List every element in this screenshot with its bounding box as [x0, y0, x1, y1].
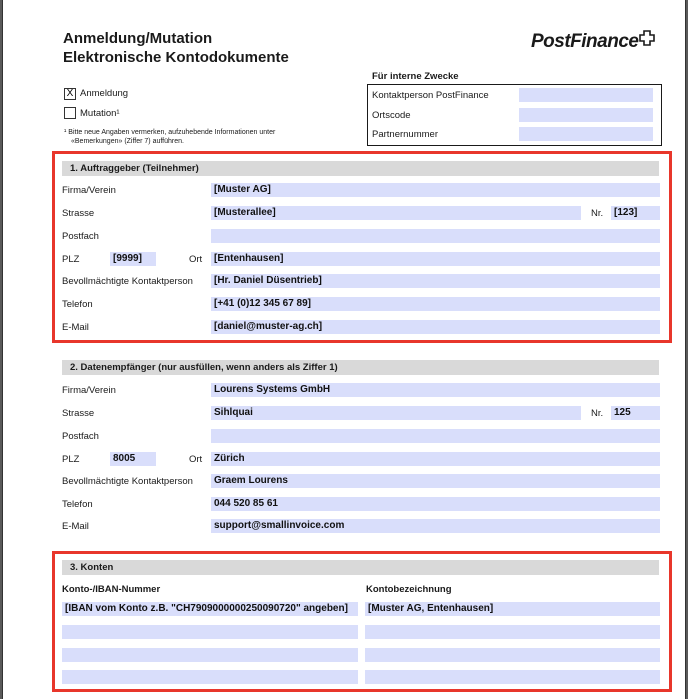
s2-ort-label: Ort	[189, 454, 203, 465]
s2-strasse-field[interactable]: Sihlquai	[211, 406, 581, 420]
s2-nr-label: Nr.	[591, 408, 604, 419]
internal-heading: Für interne Zwecke	[372, 71, 459, 82]
s1-telefon-field[interactable]: [+41 (0)12 345 67 89]	[211, 297, 660, 311]
partner-field[interactable]	[519, 127, 653, 141]
contact-field[interactable]	[519, 88, 653, 102]
iban-field[interactable]	[62, 625, 358, 639]
form-title: Anmeldung/Mutation	[63, 30, 213, 47]
iban-field[interactable]	[62, 670, 358, 684]
contact-label: Kontaktperson PostFinance	[372, 90, 489, 101]
s1-nr-label: Nr.	[591, 208, 604, 219]
postfinance-logo: PostFinance	[531, 31, 639, 52]
s2-kontakt-field[interactable]: Graem Lourens	[211, 474, 660, 488]
form-subtitle: Elektronische Kontodokumente	[63, 49, 289, 66]
s1-postfach-field[interactable]	[211, 229, 660, 243]
iban-field[interactable]: [IBAN vom Konto z.B. "CH7909000000250090720" angeben]	[62, 602, 358, 616]
s2-nr-field[interactable]: 125	[611, 406, 660, 420]
ortscode-label: Ortscode	[372, 110, 411, 121]
s1-plz-field[interactable]: [9999]	[110, 252, 156, 266]
s1-email-label: E-Mail	[62, 322, 89, 333]
section1-highlight	[52, 151, 672, 343]
section2-heading: 2. Datenempfänger (nur ausfüllen, wenn anders als Ziffer 1)	[62, 360, 659, 375]
ortscode-field[interactable]	[519, 108, 653, 122]
s2-postfach-field[interactable]	[211, 429, 660, 443]
s1-strasse-label: Strasse	[62, 208, 95, 219]
name-column-header: Kontobezeichnung	[366, 584, 452, 595]
s1-firma-label: Firma/Verein	[62, 185, 116, 196]
kontobezeichnung-field[interactable]	[365, 625, 660, 639]
s2-kontakt-label: Bevollmächtigte Kontaktperson	[62, 476, 193, 487]
kontobezeichnung-field[interactable]	[365, 670, 660, 684]
kontobezeichnung-field[interactable]	[365, 648, 660, 662]
form-page	[2, 0, 686, 699]
s1-email-field[interactable]: [daniel@muster-ag.ch]	[211, 320, 660, 334]
s2-plz-field[interactable]: 8005	[110, 452, 156, 466]
anmeldung-label: Anmeldung	[80, 88, 129, 99]
s1-plz-label: PLZ	[62, 254, 80, 265]
s2-telefon-label: Telefon	[62, 499, 93, 510]
s1-ort-label: Ort	[189, 254, 203, 265]
s1-firma-field[interactable]: [Muster AG]	[211, 183, 660, 197]
footnote-line1: ¹ Bitte neue Angaben vermerken, aufzuhebende Informationen unter	[64, 129, 276, 136]
s1-telefon-label: Telefon	[62, 299, 93, 310]
section1-heading: 1. Auftraggeber (Teilnehmer)	[62, 161, 659, 176]
s1-ort-field[interactable]: [Entenhausen]	[211, 252, 660, 266]
section3-heading: 3. Konten	[62, 560, 659, 575]
anmeldung-checkbox[interactable]: X	[64, 88, 76, 100]
s2-postfach-label: Postfach	[62, 431, 99, 442]
s1-postfach-label: Postfach	[62, 231, 99, 242]
s1-nr-field[interactable]: [123]	[611, 206, 660, 220]
s1-kontakt-label: Bevollmächtigte Kontaktperson	[62, 276, 193, 287]
iban-field[interactable]	[62, 648, 358, 662]
s2-strasse-label: Strasse	[62, 408, 95, 419]
s2-telefon-field[interactable]: 044 520 85 61	[211, 497, 660, 511]
footnote-line2: «Bemerkungen» (Ziffer 7) aufführen.	[71, 138, 184, 145]
swiss-cross-icon	[639, 30, 655, 46]
s2-firma-label: Firma/Verein	[62, 385, 116, 396]
s2-ort-field[interactable]: Zürich	[211, 452, 660, 466]
kontobezeichnung-field[interactable]: [Muster AG, Entenhausen]	[365, 602, 660, 616]
iban-column-header: Konto-/IBAN-Nummer	[62, 584, 161, 595]
s2-plz-label: PLZ	[62, 454, 80, 465]
s1-kontakt-field[interactable]: [Hr. Daniel Düsentrieb]	[211, 274, 660, 288]
mutation-label: Mutation¹	[80, 108, 120, 119]
s1-strasse-field[interactable]: [Musterallee]	[211, 206, 581, 220]
partner-label: Partnernummer	[372, 129, 438, 140]
s2-email-field[interactable]: support@smallinvoice.com	[211, 519, 660, 533]
mutation-checkbox[interactable]	[64, 107, 76, 119]
s2-firma-field[interactable]: Lourens Systems GmbH	[211, 383, 660, 397]
s2-email-label: E-Mail	[62, 521, 89, 532]
